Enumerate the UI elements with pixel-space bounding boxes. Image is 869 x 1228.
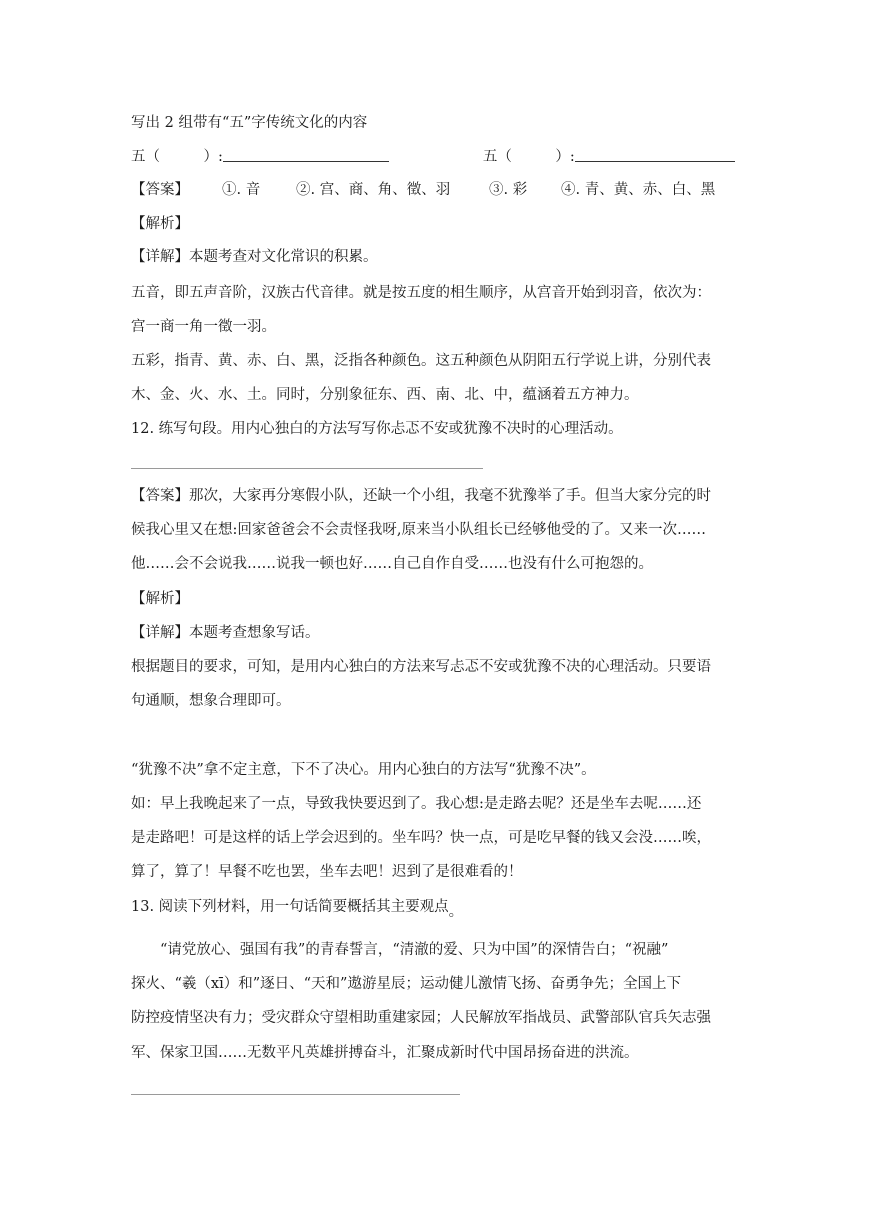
q12-detail: 【详解】本题考查想象写话。 <box>131 625 320 641</box>
q12-para1-line2: 句通顺，想象合理即可。 <box>131 693 291 709</box>
q11-answer-4: ④. 青、黄、赤、白、黑 <box>561 182 716 198</box>
q11-blanks-row <box>131 147 741 167</box>
q11-para1-line1: 五音，即五声音阶，汉族古代音律。就是按五度的相生顺序，从宫音开始到羽音，依次为： <box>131 285 711 301</box>
q13-material-line2: 探火、“羲（xī）和”逐日、“天和”遨游星辰；运动健儿激情飞扬、奋勇争先；全国上下 <box>131 976 681 992</box>
q11-para2-line2: 木、金、火、水、土。同时，分别象征东、西、南、北、中，蕴涵着五方神力。 <box>131 387 639 403</box>
q11-answer-3: ③. 彩 <box>489 182 528 198</box>
q12-answer-line1: 【答案】那次，大家再分寒假小队，还缺一个小组，我毫不犹豫举了手。但当大家分完的时 <box>131 488 711 504</box>
q11-answer-row <box>131 180 741 200</box>
q11-blank2[interactable] <box>575 147 735 162</box>
q13-prompt: 13. 阅读下列材料，用一句话简要概括其主要观点 <box>131 899 449 915</box>
q12-answer-line3: 他……会不会说我……说我一顿也好……自己自作自受……也没有什么可抱怨的。 <box>131 556 653 572</box>
q13-period: 。 <box>448 904 464 920</box>
q12-analysis-label: 【解析】 <box>131 591 189 607</box>
q11-answer-label: 【答案】 <box>131 182 189 198</box>
q12-prompt: 12. 练写句段。用内心独白的方法写写你忐忑不安或犹豫不决时的心理活动。 <box>131 421 623 437</box>
q13-answer-line[interactable] <box>131 1094 460 1095</box>
q11-para2-line1: 五彩，指青、黄、赤、白、黑，泛指各种颜色。这五种颜色从阴阳五行学说上讲，分别代表 <box>131 353 711 369</box>
q11-detail: 【详解】本题考查对文化常识的积累。 <box>131 249 378 265</box>
q13-prompt-row <box>131 897 741 920</box>
q13-material-line4: 军、保家卫国……无数平凡英雄拼搏奋斗，汇聚成新时代中国昂扬奋进的洪流。 <box>131 1045 639 1061</box>
q11-blank2-prefix: 五（ ）: <box>482 149 575 165</box>
q12-para2: “犹豫不决”拿不定主意，下不了决心。用内心独白的方法写“犹豫不决”。 <box>131 762 596 778</box>
q13-material-line1: “请党放心、强国有我”的青春誓言，“清澈的爱、只为中国”的深情告白；“祝融” <box>160 942 669 958</box>
q12-answer-line[interactable] <box>131 468 483 469</box>
q11-para1-line2: 宫一商一角一徵一羽。 <box>131 319 276 335</box>
q13-material-line3: 防控疫情坚决有力；受灾群众守望相助重建家园；人民解放军指战员、武警部队官兵矢志强 <box>131 1010 711 1026</box>
q11-answer-1: ①. 音 <box>222 182 261 198</box>
q12-example-line2: 是走路吧！可是这样的话上学会迟到的。坐车吗？快一点，可是吃早餐的钱又会没……唉， <box>131 830 711 846</box>
q11-analysis-label: 【解析】 <box>131 216 189 232</box>
q12-example-line1: 如：早上我晚起来了一点，导致我快要迟到了。我心想:是走路去呢？还是坐车去呢……还 <box>131 796 702 812</box>
q11-answer-2: ②. 宫、商、角、徵、羽 <box>296 182 451 198</box>
q11-blank1-prefix: 五（ ）: <box>131 149 223 165</box>
q11-prompt: 写出 2 组带有“五”字传统文化的内容 <box>131 115 368 131</box>
q12-answer-line2: 候我心里又在想:回家爸爸会不会责怪我呀,原来当小队组长已经够他受的了。又来一次…… <box>131 522 706 538</box>
q11-blank1[interactable] <box>223 147 389 162</box>
q12-para1-line1: 根据题目的要求，可知，是用内心独白的方法来写忐忑不安或犹豫不决的心理活动。只要语 <box>131 659 711 675</box>
q12-example-line3: 算了，算了！早餐不吃也罢，坐车去吧！迟到了是很难看的！ <box>131 864 523 880</box>
